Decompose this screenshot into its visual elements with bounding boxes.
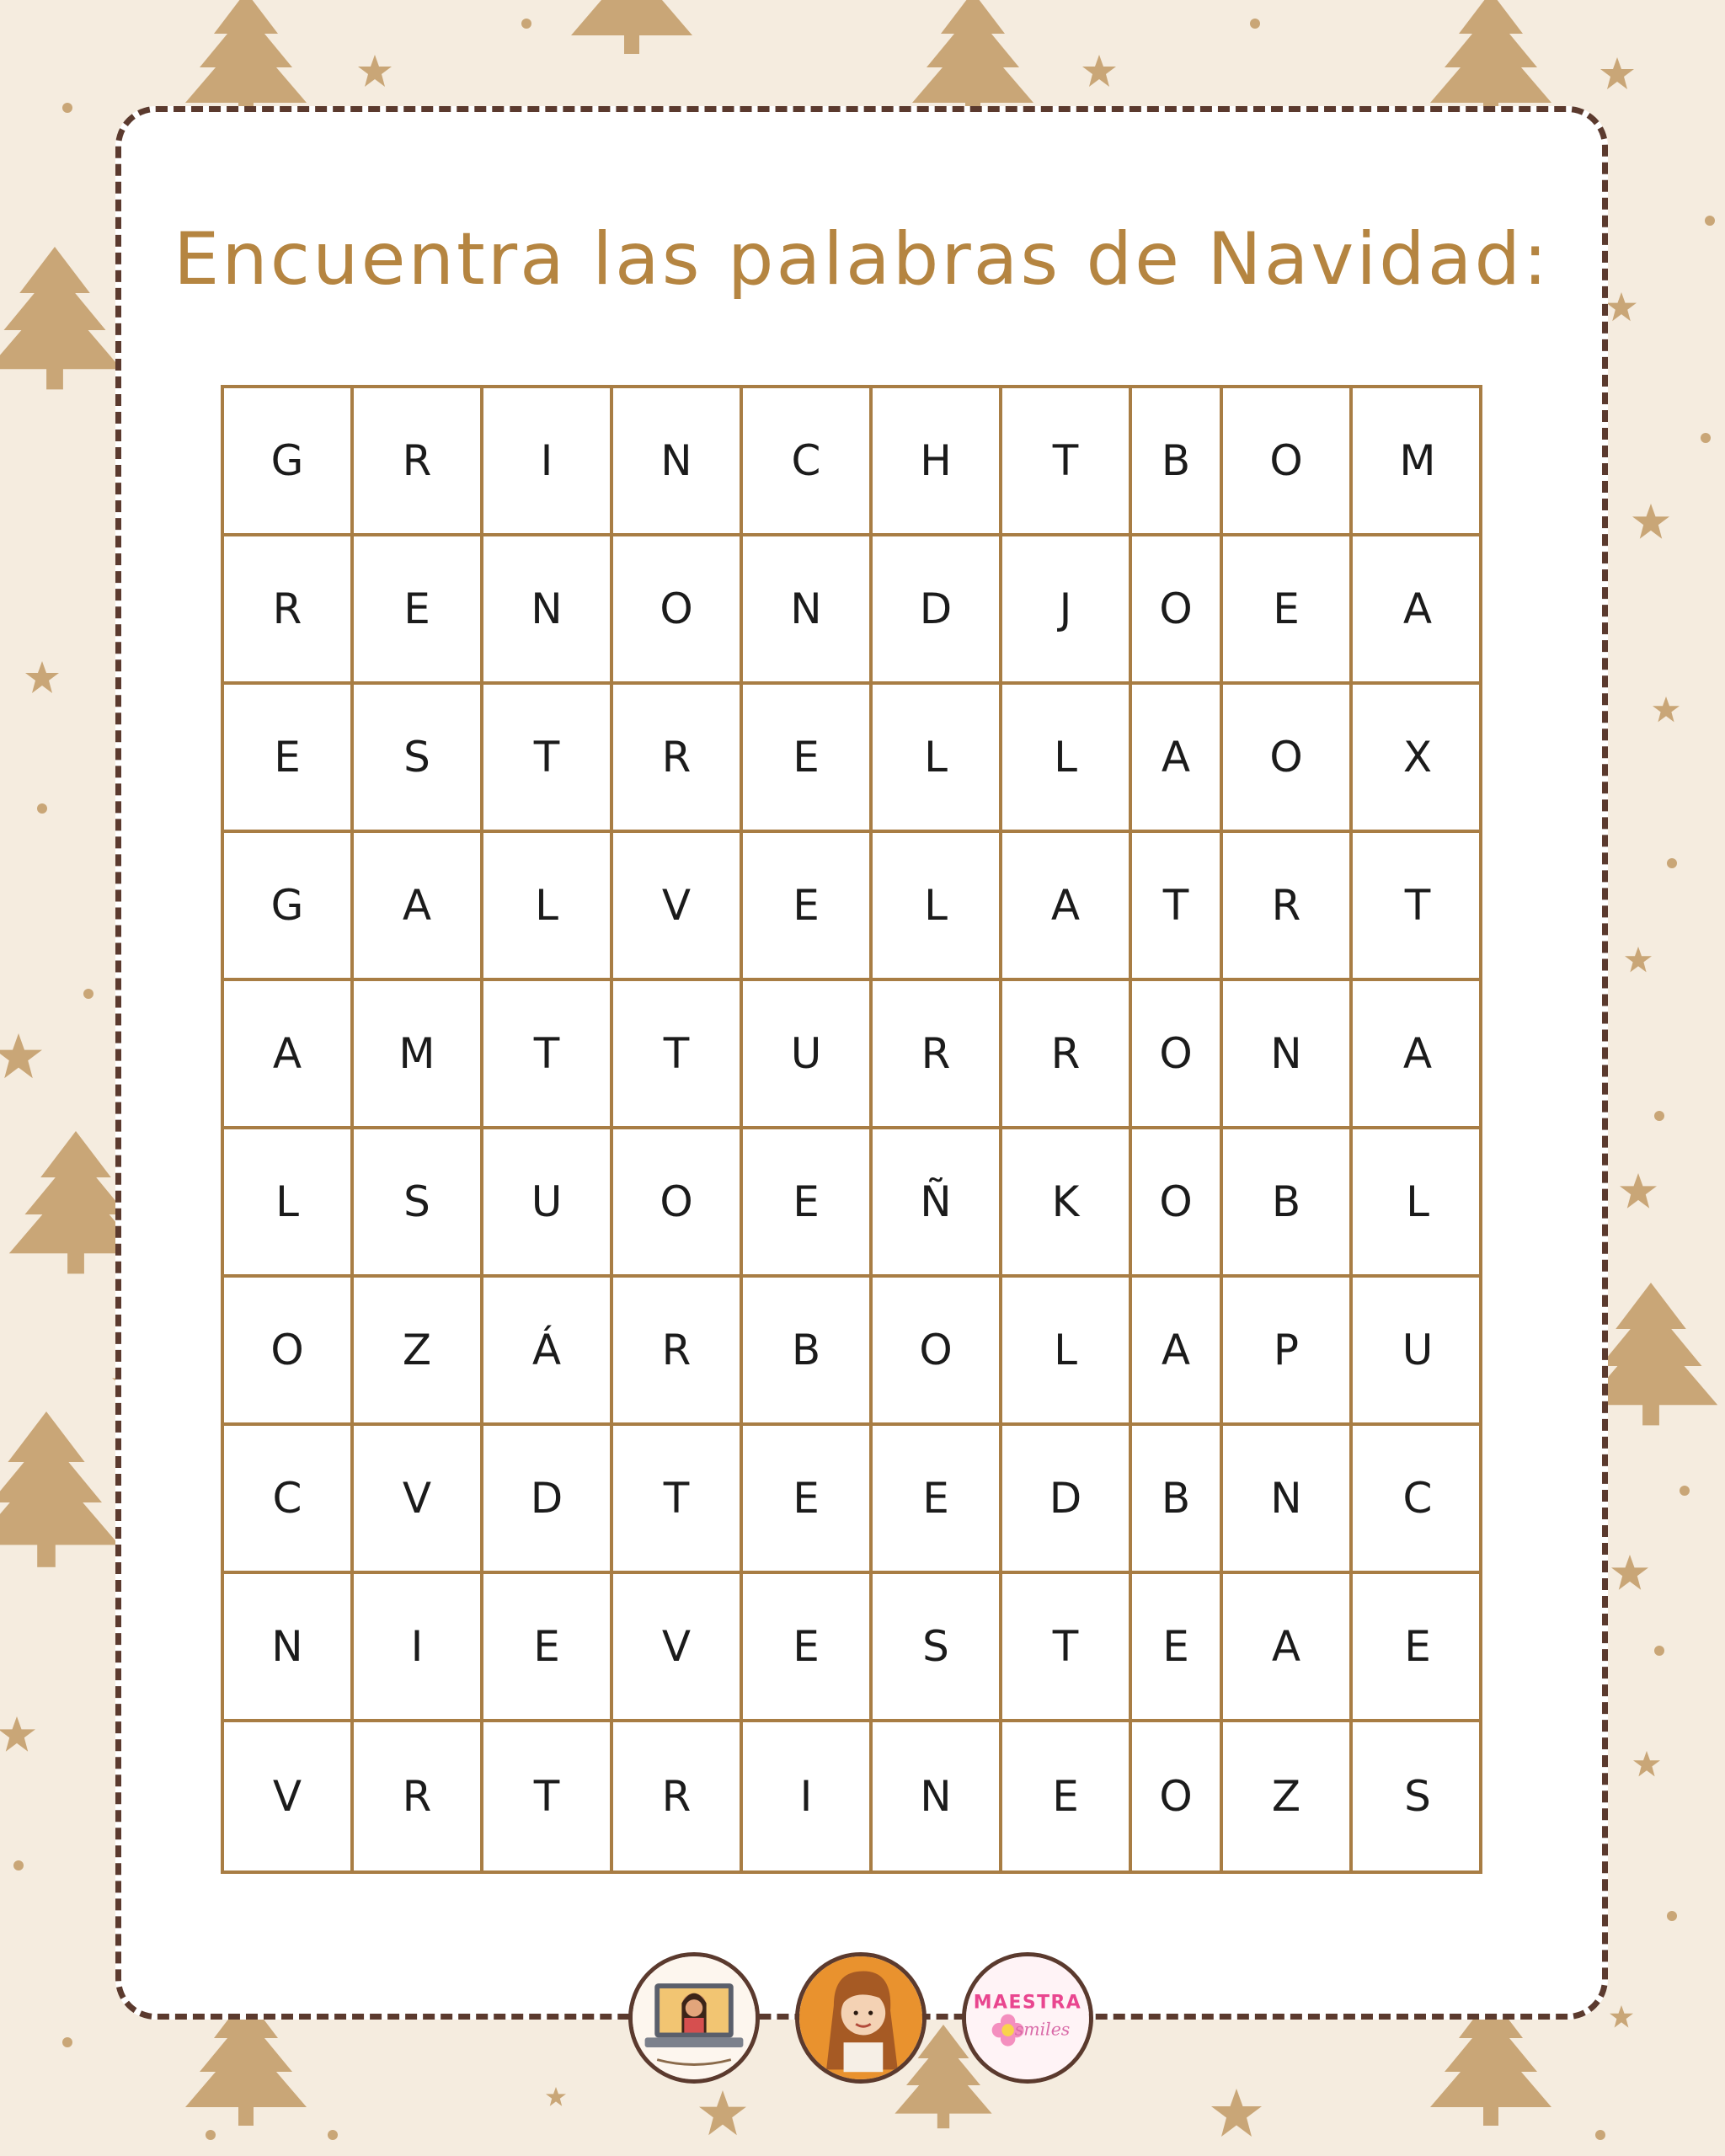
grid-cell[interactable]: A	[1223, 1574, 1353, 1722]
grid-cell[interactable]: B	[743, 1278, 873, 1426]
grid-cell[interactable]: T	[613, 981, 743, 1129]
grid-cell[interactable]: R	[354, 1722, 483, 1870]
grid-cell[interactable]: C	[224, 1426, 354, 1574]
grid-cell[interactable]: V	[613, 833, 743, 981]
grid-cell[interactable]: D	[483, 1426, 613, 1574]
grid-cell[interactable]: R	[613, 685, 743, 833]
grid-cell[interactable]: R	[1223, 833, 1353, 981]
grid-cell[interactable]: N	[1223, 981, 1353, 1129]
grid-cell[interactable]: M	[1353, 388, 1482, 536]
grid-cell[interactable]: A	[1132, 1278, 1223, 1426]
grid-cell[interactable]: N	[613, 388, 743, 536]
grid-cell[interactable]: L	[1353, 1129, 1482, 1278]
grid-cell[interactable]: O	[1132, 1129, 1223, 1278]
svg-text:MAESTRA: MAESTRA	[973, 1992, 1082, 2014]
grid-cell[interactable]: O	[1223, 685, 1353, 833]
grid-cell[interactable]: E	[1002, 1722, 1132, 1870]
wordsearch-card	[115, 106, 1608, 2020]
grid-cell[interactable]: L	[224, 1129, 354, 1278]
grid-cell[interactable]: P	[1223, 1278, 1353, 1426]
footer-logos	[0, 1952, 1725, 2092]
grid-cell[interactable]: A	[354, 833, 483, 981]
grid-cell[interactable]: E	[1223, 536, 1353, 685]
grid-cell[interactable]: L	[1002, 685, 1132, 833]
grid-cell[interactable]: B	[1223, 1129, 1353, 1278]
grid-cell[interactable]: O	[1132, 536, 1223, 685]
grid-cell[interactable]: N	[1223, 1426, 1353, 1574]
grid-cell[interactable]: E	[483, 1574, 613, 1722]
grid-cell[interactable]: E	[743, 833, 873, 981]
grid-cell[interactable]: V	[613, 1574, 743, 1722]
grid-cell[interactable]: O	[1132, 981, 1223, 1129]
grid-cell[interactable]: T	[613, 1426, 743, 1574]
grid-cell[interactable]: L	[1002, 1278, 1132, 1426]
grid-cell[interactable]: B	[1132, 388, 1223, 536]
grid-cell[interactable]: R	[613, 1278, 743, 1426]
grid-cell[interactable]: A	[1002, 833, 1132, 981]
grid-cell[interactable]: G	[224, 833, 354, 981]
grid-cell[interactable]: N	[743, 536, 873, 685]
grid-cell[interactable]: U	[1353, 1278, 1482, 1426]
grid-cell[interactable]: H	[873, 388, 1002, 536]
grid-cell[interactable]: R	[613, 1722, 743, 1870]
grid-cell[interactable]: Ñ	[873, 1129, 1002, 1278]
grid-cell[interactable]: T	[1132, 833, 1223, 981]
grid-cell[interactable]: T	[1353, 833, 1482, 981]
grid-cell[interactable]: O	[873, 1278, 1002, 1426]
grid-cell[interactable]: L	[873, 833, 1002, 981]
grid-cell[interactable]: T	[483, 981, 613, 1129]
grid-cell[interactable]: D	[1002, 1426, 1132, 1574]
grid-cell[interactable]: E	[873, 1426, 1002, 1574]
girl-portrait-avatar-icon	[795, 1952, 927, 2084]
grid-cell[interactable]: O	[224, 1278, 354, 1426]
grid-cell[interactable]: E	[1132, 1574, 1223, 1722]
grid-cell[interactable]: X	[1353, 685, 1482, 833]
grid-cell[interactable]: V	[354, 1426, 483, 1574]
grid-cell[interactable]: D	[873, 536, 1002, 685]
grid-cell[interactable]: C	[743, 388, 873, 536]
grid-cell[interactable]: B	[1132, 1426, 1223, 1574]
grid-cell[interactable]: E	[743, 1129, 873, 1278]
grid-cell[interactable]: S	[354, 685, 483, 833]
grid-cell[interactable]: L	[483, 833, 613, 981]
grid-cell[interactable]: O	[613, 1129, 743, 1278]
grid-cell[interactable]: R	[354, 388, 483, 536]
grid-cell[interactable]: R	[1002, 981, 1132, 1129]
grid-cell[interactable]: A	[1132, 685, 1223, 833]
grid-cell[interactable]: M	[354, 981, 483, 1129]
grid-cell[interactable]: S	[354, 1129, 483, 1278]
grid-cell[interactable]: O	[613, 536, 743, 685]
grid-cell[interactable]: V	[224, 1722, 354, 1870]
grid-cell[interactable]: E	[224, 685, 354, 833]
grid-cell[interactable]: E	[354, 536, 483, 685]
grid-cell[interactable]: E	[743, 1574, 873, 1722]
grid-cell[interactable]: Á	[483, 1278, 613, 1426]
grid-cell[interactable]: N	[483, 536, 613, 685]
grid-cell[interactable]: A	[1353, 981, 1482, 1129]
grid-cell[interactable]: U	[743, 981, 873, 1129]
grid-cell[interactable]: Z	[354, 1278, 483, 1426]
grid-cell[interactable]: E	[743, 1426, 873, 1574]
grid-cell[interactable]: R	[224, 536, 354, 685]
grid-cell[interactable]: T	[483, 685, 613, 833]
grid-cell[interactable]: Z	[1223, 1722, 1353, 1870]
grid-cell[interactable]: O	[1223, 388, 1353, 536]
grid-cell[interactable]: O	[1132, 1722, 1223, 1870]
grid-cell[interactable]: S	[873, 1574, 1002, 1722]
grid-cell[interactable]: I	[354, 1574, 483, 1722]
grid-cell[interactable]: A	[224, 981, 354, 1129]
teacher-laptop-avatar-icon	[628, 1952, 760, 2084]
grid-cell[interactable]: T	[483, 1722, 613, 1870]
grid-cell[interactable]: L	[873, 685, 1002, 833]
grid-cell[interactable]: J	[1002, 536, 1132, 685]
grid-cell[interactable]: E	[743, 685, 873, 833]
grid-cell[interactable]: I	[483, 388, 613, 536]
grid-cell[interactable]: T	[1002, 1574, 1132, 1722]
grid-cell[interactable]: E	[1353, 1574, 1482, 1722]
maestra-smiles-logo-icon	[962, 1952, 1093, 2084]
grid-cell[interactable]: I	[743, 1722, 873, 1870]
grid-cell[interactable]: A	[1353, 536, 1482, 685]
grid-cell[interactable]: U	[483, 1129, 613, 1278]
grid-cell[interactable]: G	[224, 388, 354, 536]
svg-text:smiles: smiles	[1014, 2019, 1071, 2040]
grid-cell[interactable]: K	[1002, 1129, 1132, 1278]
grid-cell[interactable]: T	[1002, 388, 1132, 536]
grid-cell[interactable]: R	[873, 981, 1002, 1129]
grid-cell[interactable]: N	[224, 1574, 354, 1722]
grid-cell[interactable]: N	[873, 1722, 1002, 1870]
page-title: Encuentra las palabras de Navidad:	[173, 217, 1551, 302]
grid-cell[interactable]: S	[1404, 1772, 1431, 1821]
grid-cell[interactable]: C	[1353, 1426, 1482, 1574]
wordsearch-grid	[221, 385, 1482, 1874]
